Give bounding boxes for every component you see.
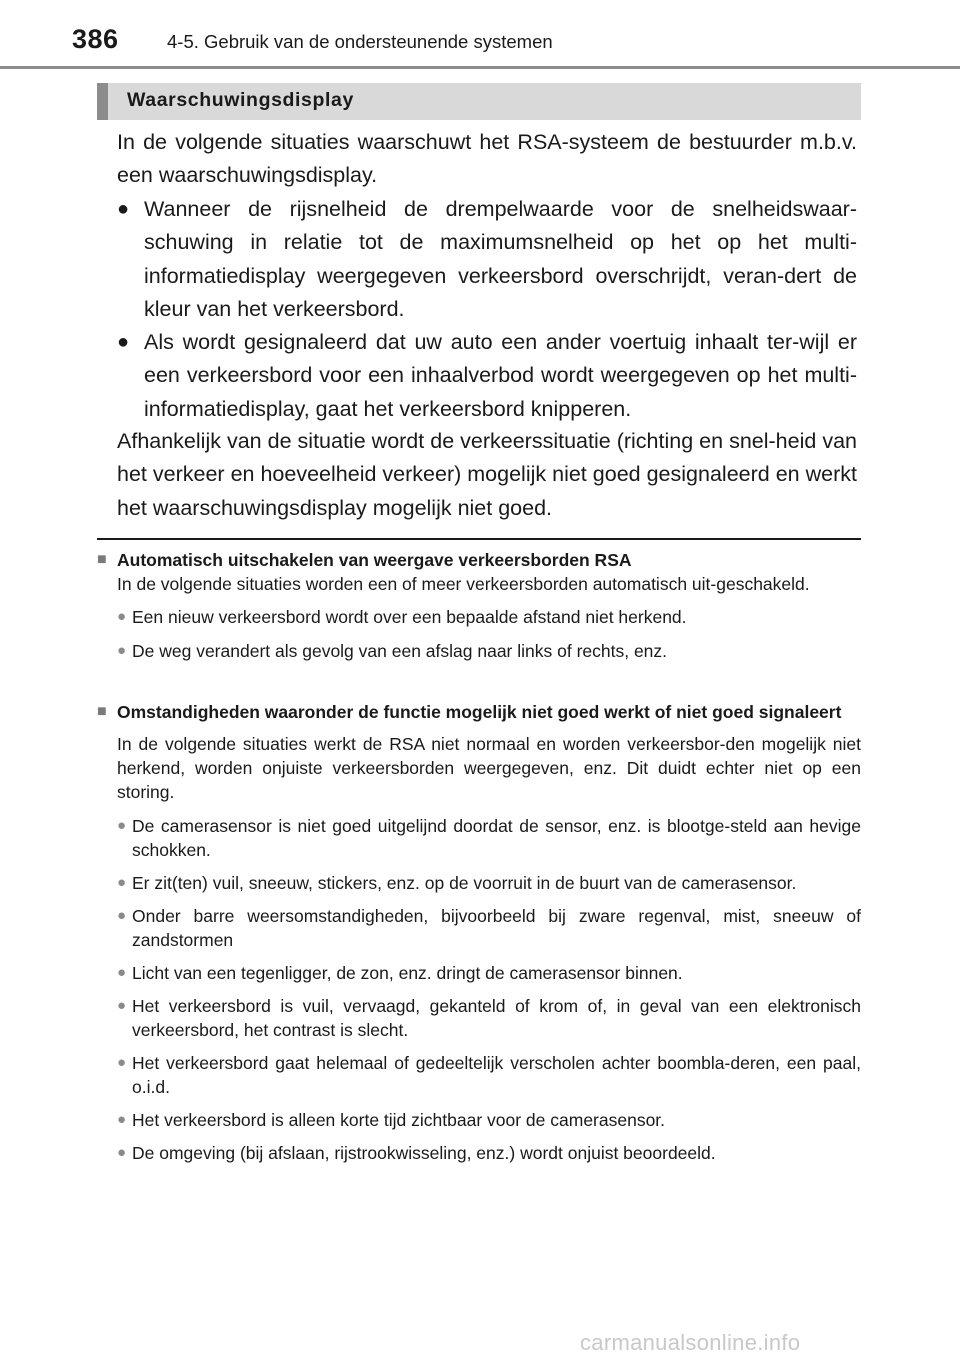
square-bullet-icon: ■	[97, 551, 107, 568]
list-item-text: Een nieuw verkeersbord wordt over een bepaalde afstand niet herkend.	[132, 607, 687, 627]
bullet-text: Wanneer de rijsnelheid de drempelwaarde voor de snelheidswaar-schuwing in relatie tot de maximumsnelheid op het op het multi-informatiedisplay weergegeven verkeersbord overschrijdt, veran-dert de kleur van het verkeersbord.	[144, 197, 857, 322]
bullet-item	[117, 326, 857, 426]
list-item	[97, 1141, 861, 1165]
section-title: Waarschuwingsdisplay	[127, 89, 354, 111]
note-text: In de volgende situaties worden een of meer verkeersborden automatisch uit-geschakeld.	[117, 574, 810, 594]
section-outro: Afhankelijk van de situatie wordt de verkeerssituatie (richting en snel-heid van het verkeer en hoeveelheid verkeer) mogelijk niet goed gesignaleerd en werkt het waarschuwingsdisplay mogelijk niet goed.	[117, 429, 857, 520]
watermark: carmanualsonline.info	[580, 1330, 801, 1355]
section-divider	[97, 538, 861, 540]
note-automatic-off	[97, 548, 861, 663]
bullet-text: Als wordt gesignaleerd dat uw auto een ander voertuig inhaalt ter-wijl er een verkeersbord voor een inhaalverbod wordt weergegeven op het multi-informatiedisplay, gaat het verkeersbord knipperen.	[144, 330, 857, 421]
list-item-text: Licht van een tegenligger, de zon, enz. dringt de camerasensor binnen.	[132, 963, 683, 983]
list-item-text: Het verkeersbord gaat helemaal of gedeeltelijk verscholen achter boombla-deren, een paal, o.i.d.	[132, 1053, 861, 1097]
list-item-text: De camerasensor is niet goed uitgelijnd doordat de sensor, enz. is blootge-steld aan hevige schokken.	[132, 816, 861, 860]
bullet-icon: ●	[117, 964, 127, 981]
square-bullet-icon: ■	[97, 703, 107, 720]
page-number: 386	[72, 24, 119, 54]
list-item	[97, 1051, 861, 1099]
bullet-item	[117, 193, 857, 327]
list-item	[97, 994, 861, 1042]
bullet-icon: ●	[117, 874, 127, 891]
list-item-text: Er zit(ten) vuil, sneeuw, stickers, enz. op de voorruit in de buurt van de camerasensor.	[132, 873, 797, 893]
list-item-text: De omgeving (bij afslaan, rijstrookwisseling, enz.) wordt onjuist beoordeeld.	[132, 1143, 716, 1163]
note-heading: Automatisch uitschakelen van weergave verkeersborden RSA	[117, 550, 632, 570]
bullet-icon: ●	[117, 198, 130, 220]
section-intro: In de volgende situaties waarschuwt het RSA-systeem de bestuurder m.b.v. een waarschuwingsdisplay.	[117, 130, 857, 188]
note-limitations	[97, 700, 861, 1165]
list-item	[97, 961, 861, 985]
list-item-text: Onder barre weersomstandigheden, bijvoorbeeld bij zware regenval, mist, sneeuw of zandstormen	[132, 906, 861, 950]
header-rule	[0, 66, 960, 69]
bullet-icon: ●	[117, 331, 130, 353]
list-item	[97, 605, 861, 629]
bullet-icon: ●	[117, 817, 127, 834]
list-item-text: Het verkeersbord is alleen korte tijd zichtbaar voor de camerasensor.	[132, 1110, 666, 1130]
list-item	[97, 871, 861, 895]
bullet-icon: ●	[117, 907, 127, 924]
bullet-icon: ●	[117, 1111, 127, 1128]
note-text: In de volgende situaties werkt de RSA niet normaal en worden verkeersbor-den mogelijk niet herkend, worden onjuiste verkeersborden weergegeven, enz. Dit duidt echter niet op een storing.	[117, 734, 861, 802]
list-item-text: De weg verandert als gevolg van een afslag naar links of rechts, enz.	[132, 641, 668, 661]
list-item-text: Het verkeersbord is vuil, vervaagd, gekanteld of krom of, in geval van een elektronisch verkeersbord, het contrast is slecht.	[132, 996, 861, 1040]
section-header-bar	[97, 83, 861, 120]
list-item	[97, 639, 861, 663]
list-item	[97, 904, 861, 952]
list-item	[97, 814, 861, 862]
chapter-title: 4-5. Gebruik van de ondersteunende systemen	[167, 31, 553, 52]
note-heading: Omstandigheden waaronder de functie mogelijk niet goed werkt of niet goed signaleert	[117, 702, 842, 722]
bullet-icon: ●	[117, 608, 127, 625]
bullet-icon: ●	[117, 1054, 127, 1071]
bullet-icon: ●	[117, 997, 127, 1014]
bullet-icon: ●	[117, 642, 127, 659]
bullet-icon: ●	[117, 1144, 127, 1161]
list-item	[97, 1108, 861, 1132]
